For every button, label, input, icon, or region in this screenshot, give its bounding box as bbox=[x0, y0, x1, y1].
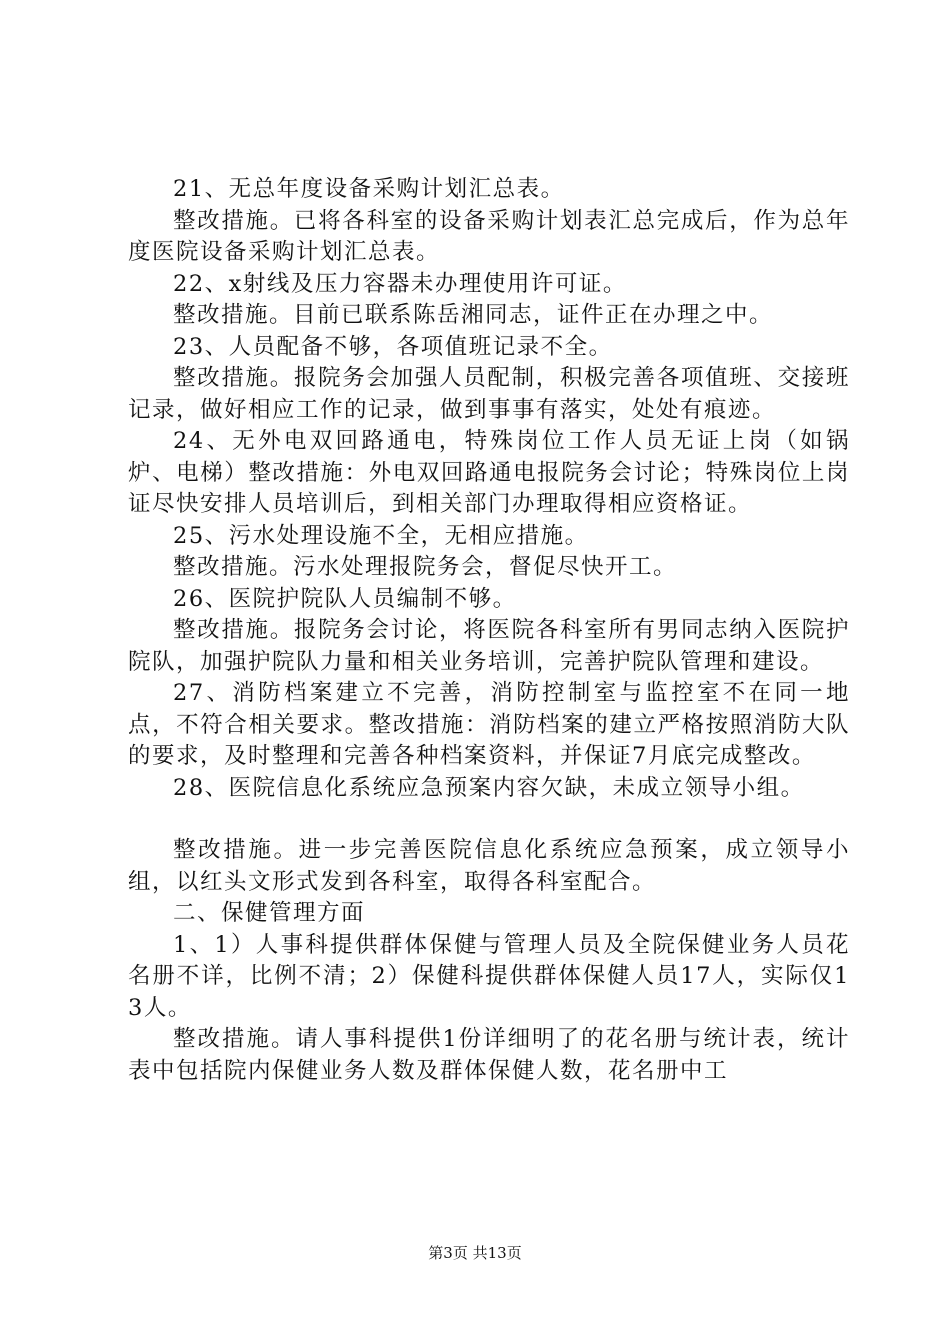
paragraph-measure-26: 整改措施。报院务会讨论，将医院各科室所有男同志纳入医院护院队，加强护院队力量和相关业务培训，完善护院队管理和建设。 bbox=[128, 617, 850, 675]
page-footer: 第3页 共13页 bbox=[428, 1244, 522, 1262]
paragraph-item-28: 28、医院信息化系统应急预案内容欠缺，未成立领导小组。 bbox=[173, 774, 805, 801]
section-heading: 二、保健管理方面 bbox=[173, 900, 366, 926]
paragraph-measure-23: 整改措施。报院务会加强人员配制，积极完善各项值班、交接班记录，做好相应工作的记录，做到事事有落实，处处有痕迹。 bbox=[128, 365, 850, 423]
paragraph-item-21: 21、无总年度设备采购计划汇总表。 bbox=[173, 176, 565, 202]
paragraph-measure-28: 整改措施。进一步完善医院信息化系统应急预案，成立领导小组，以红头文形式发到各科室，取得各科室配合。 bbox=[128, 837, 850, 895]
paragraph-item-1: 1、1）人事科提供群体保健与管理人员及全院保健业务人员花名册不详，比例不清；2）保健科提供群体保健人员17人，实际仅13人。 bbox=[128, 931, 850, 1021]
paragraph-item-24: 24、无外电双回路通电，特殊岗位工作人员无证上岗（如锅炉、电梯）整改措施：外电双回路通电报院务会讨论；特殊岗位上岗证尽快安排人员培训后，到相关部门办理取得相应资格证。 bbox=[128, 428, 850, 517]
paragraph-item-27: 27、消防档案建立不完善，消防控制室与监控室不在同一地点，不符合相关要求。整改措施：消防档案的建立严格按照消防大队的要求，及时整理和完善各种档案资料，并保证7月底完成整改。 bbox=[128, 680, 850, 769]
paragraph-measure-25: 整改措施。污水处理报院务会，督促尽快开工。 bbox=[173, 554, 678, 580]
paragraph-measure-22: 整改措施。目前已联系陈岳湘同志，证件正在办理之中。 bbox=[173, 302, 774, 328]
blank-line bbox=[128, 804, 850, 835]
paragraph-measure-1: 整改措施。请人事科提供1份详细明了的花名册与统计表，统计表中包括院内保健业务人数及群体保健人数，花名册中工 bbox=[128, 1026, 850, 1084]
document-body bbox=[128, 174, 850, 1087]
paragraph-item-26: 26、医院护院队人员编制不够。 bbox=[173, 585, 517, 612]
paragraph-item-23: 23、人员配备不够，各项值班记录不全。 bbox=[173, 333, 613, 360]
paragraph-measure-21: 整改措施。已将各科室的设备采购计划表汇总完成后，作为总年度医院设备采购计划汇总表。 bbox=[128, 207, 850, 265]
paragraph-item-25: 25、污水处理设施不全，无相应措施。 bbox=[173, 522, 589, 549]
paragraph-item-22: 22、x射线及压力容器未办理使用许可证。 bbox=[173, 270, 627, 297]
